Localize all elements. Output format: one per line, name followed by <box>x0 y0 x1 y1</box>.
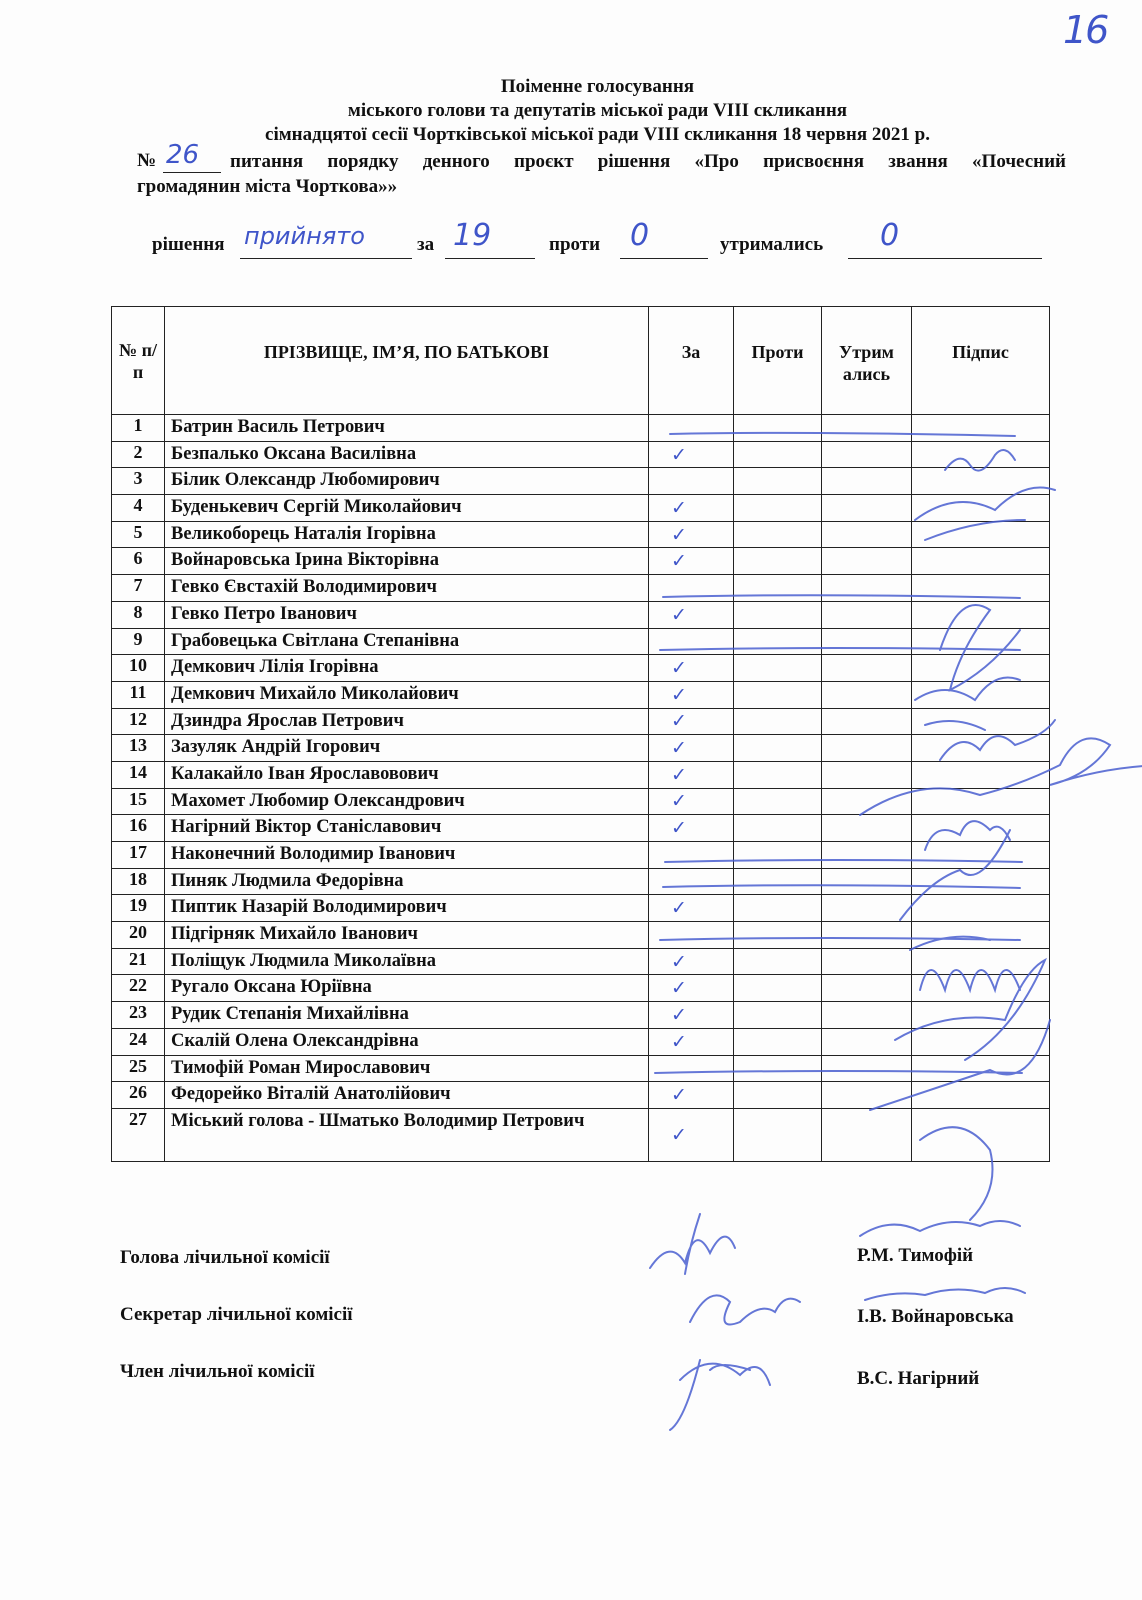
chair-label: Голова лічильної комісії <box>120 1247 330 1268</box>
vote-check-mark: ✓ <box>671 710 687 733</box>
row-full-name: Батрин Василь Петрович <box>165 415 649 442</box>
row-number: 27 <box>112 1108 165 1161</box>
vote-check-mark: ✓ <box>671 1030 687 1053</box>
row-number: 6 <box>112 548 165 575</box>
row-full-name: Зазуляк Андрій Ігорович <box>165 735 649 762</box>
row-number: 17 <box>112 842 165 869</box>
row-full-name: Гевко Петро Іванович <box>165 601 649 628</box>
vote-check-mark: ✓ <box>671 1123 687 1146</box>
row-full-name: Нагірний Віктор Станіславович <box>165 815 649 842</box>
row-full-name: Рудик Степанія Михайлівна <box>165 1002 649 1029</box>
vote-check-mark: ✓ <box>671 1003 687 1026</box>
chair-signature-scribble <box>650 1214 1020 1274</box>
row-number: 18 <box>112 868 165 895</box>
for-value: 19 <box>453 218 492 253</box>
row-full-name: Ругало Оксана Юріївна <box>165 975 649 1002</box>
row-number: 5 <box>112 521 165 548</box>
decision-value: прийнято <box>244 222 365 250</box>
member-label: Член лічильної комісії <box>120 1361 315 1382</box>
row-full-name: Махомет Любомир Олександрович <box>165 788 649 815</box>
row-full-name: Білик Олександр Любомирович <box>165 468 649 495</box>
against-value: 0 <box>630 218 650 253</box>
row-number: 7 <box>112 575 165 602</box>
member-name: В.С. Нагірний <box>857 1368 980 1389</box>
document-subtitle: міського голови та депутатів міської ради VIII скликання <box>347 100 848 121</box>
header-name: ПРІЗВИЩЕ, ІМ’Я, ПО БАТЬКОВІ <box>165 307 649 415</box>
question-number-value: 26 <box>166 140 200 170</box>
row-number: 3 <box>112 468 165 495</box>
row-full-name: Войнаровська Ірина Вікторівна <box>165 548 649 575</box>
vote-check-mark: ✓ <box>671 817 687 840</box>
header-abstained: Утримались <box>822 307 912 415</box>
row-full-name: Скалій Олена Олександрівна <box>165 1028 649 1055</box>
question-number-label: № <box>137 150 157 171</box>
row-full-name: Великоборець Наталія Ігорівна <box>165 521 649 548</box>
row-full-name: Підгірняк Михайло Іванович <box>165 922 649 949</box>
row-number: 10 <box>112 655 165 682</box>
row-number: 25 <box>112 1055 165 1082</box>
row-number: 11 <box>112 681 165 708</box>
row-full-name: Безпалько Оксана Василівна <box>165 441 649 468</box>
row-number: 14 <box>112 761 165 788</box>
vote-check-mark: ✓ <box>671 950 687 973</box>
vote-check-mark: ✓ <box>671 790 687 813</box>
row-number: 13 <box>112 735 165 762</box>
row-full-name: Поліщук Людмила Миколаївна <box>165 948 649 975</box>
row-full-name: Тимофій Роман Мирославович <box>165 1055 649 1082</box>
row-full-name: Буденькевич Сергій Миколайович <box>165 495 649 522</box>
row-full-name: Пиняк Людмила Федорівна <box>165 868 649 895</box>
header-signature: Підпис <box>912 307 1050 415</box>
row-number: 2 <box>112 441 165 468</box>
row-number: 4 <box>112 495 165 522</box>
abstained-label: утримались <box>720 234 824 255</box>
row-number: 16 <box>112 815 165 842</box>
row-number: 19 <box>112 895 165 922</box>
header-for: За <box>649 307 734 415</box>
question-text-line1: питання порядку денного проєкт рішення «Про присвоєння звання «Почесний <box>230 151 1066 172</box>
page-number: 16 <box>1063 8 1108 52</box>
document-title: Поіменне голосування <box>500 76 695 97</box>
vote-check-mark: ✓ <box>671 763 687 786</box>
chair-name: Р.М. Тимофій <box>857 1245 974 1266</box>
row-number: 23 <box>112 1002 165 1029</box>
abstained-value: 0 <box>880 218 900 253</box>
header-against: Проти <box>734 307 822 415</box>
vote-check-mark: ✓ <box>671 737 687 760</box>
row-number: 24 <box>112 1028 165 1055</box>
row-number: 26 <box>112 1082 165 1109</box>
for-label: за <box>417 234 435 255</box>
row-full-name: Пиптик Назарій Володимирович <box>165 895 649 922</box>
row-full-name: Гевко Євстахій Володимирович <box>165 575 649 602</box>
vote-check-mark: ✓ <box>671 496 687 519</box>
member-signature-scribble <box>670 1360 770 1430</box>
row-number: 15 <box>112 788 165 815</box>
vote-check-mark: ✓ <box>671 977 687 1000</box>
row-full-name: Демкович Лілія Ігорівна <box>165 655 649 682</box>
question-text-line2: громадянин міста Чорткова»» <box>137 176 398 197</box>
row-full-name: Грабовецька Світлана Степанівна <box>165 628 649 655</box>
vote-check-mark: ✓ <box>671 897 687 920</box>
vote-check-mark: ✓ <box>671 603 687 626</box>
row-full-name: Федорейко Віталій Анатолійович <box>165 1082 649 1109</box>
row-full-name: Дзиндра Ярослав Петрович <box>165 708 649 735</box>
vote-check-mark: ✓ <box>671 683 687 706</box>
vote-check-mark: ✓ <box>671 550 687 573</box>
row-number: 12 <box>112 708 165 735</box>
row-full-name: Міський голова - Шматько Володимир Петрович <box>165 1108 649 1161</box>
vote-check-mark: ✓ <box>671 443 687 466</box>
row-number: 9 <box>112 628 165 655</box>
row-full-name: Демкович Михайло Миколайович <box>165 681 649 708</box>
secretary-signature-scribble <box>690 1288 1025 1325</box>
row-number: 20 <box>112 922 165 949</box>
row-full-name: Наконечний Володимир Іванович <box>165 842 649 869</box>
vote-check-mark: ✓ <box>671 657 687 680</box>
row-number: 1 <box>112 415 165 442</box>
secretary-label: Секретар лічильної комісії <box>120 1304 353 1325</box>
secretary-name: І.В. Войнаровська <box>857 1306 1014 1327</box>
header-num: № п/п <box>112 307 165 415</box>
decision-label: рішення <box>152 234 225 255</box>
row-full-name: Калакайло Іван Ярославовович <box>165 761 649 788</box>
vote-check-mark: ✓ <box>671 1084 687 1107</box>
row-number: 22 <box>112 975 165 1002</box>
row-number: 8 <box>112 601 165 628</box>
session-line: сімнадцятої сесії Чортківської міської ради VIII скликання 18 червня 2021 р. <box>265 124 930 145</box>
vote-check-mark: ✓ <box>671 523 687 546</box>
row-number: 21 <box>112 948 165 975</box>
against-label: проти <box>549 234 601 255</box>
